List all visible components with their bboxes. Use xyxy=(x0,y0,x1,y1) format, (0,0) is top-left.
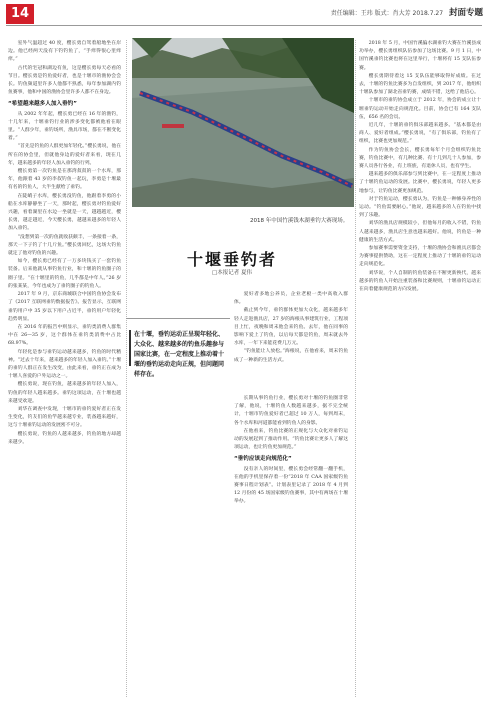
pullquote xyxy=(134,330,224,380)
page-number: 14 xyxy=(6,4,34,24)
pullquote-rule xyxy=(126,318,230,319)
paragraph: 没有亲人的时间里，樱长勇会经常翻一翻手机，在他的手机里保存着一份“2018 年 CAA 国家级钓鱼赛事日程计划表”。计划表里记录了 2018 年 4 月到 12 月份的 45 场国家级钓鱼赛事，其中有两场在十堰举办。 xyxy=(234,466,348,505)
fishing-contest-photo xyxy=(132,38,354,207)
paragraph: 在 2016 年的报告中则显示，垂钓类消费人群集中在 26—35 岁，这个群体在垂钓类消费中占比 68.97%。 xyxy=(8,324,121,347)
paragraph: 长期从事钓鱼行业，樱长勇对十堰的钓鱼圈非常了解，他说，十堰钓鱼人数越来越多，据不完全统计，十堰市钓鱼爱好者已超过 10 万人，每到周末，各个水库和河道都能看到钓鱼人的身影。 xyxy=(234,396,348,426)
paragraph: 在陡峭子水库，樱长勇没钓鱼，他跟着李勇的小船在水库静静坐了一天，那时起，樱长勇对钓鱼爱好兴趣，看着湖里在水边一坐就是一天，越越越近，樱长勇，越走越近，今天樱长勇，越越来越多的年轻人加入垂钓。 xyxy=(8,193,121,232)
paragraph: 刘华在调查中发现，十堰市的垂钓爱好者正在发生变化，钓友们的鱼竿越来越专业，装备越来越好，这与十堰垂钓运动的发展密不可分。 xyxy=(8,406,121,429)
paragraph: 如今，樱长勇已经有了一万多块钱买了一套钓鱼装备。后来他就从事钓鱼行业，和十堰的钓鱼圈子的圈子里。“在十堰里的钓鱼，几乎都是中年人。”26 岁的张某某，今年也成为了垂钓圈子的钓鱼人。 xyxy=(8,259,121,289)
paragraph: 作为钓鱼协会会长，樱长勇每年个月会组织钓鱼比赛，钓鱼比赛中，有几种比赛、有十几到几十人参加，参赛人员各行各业，有上班族，有退休人员，也有学生。 xyxy=(359,147,481,170)
photo-caption: 2018 年中国竹溪钱木湖垂钓大赛现场。 xyxy=(250,218,349,224)
paragraph: 樱长勇说，现在钓鱼，越来越多的年轻人加入，钓鱼的年轻人越来越多。垂钓这项运动，在十堰也越来越受欢迎。 xyxy=(8,382,121,404)
paragraph: 截止到今年，垂钓群体更加大众化，越来越多年轻人走进渔具店，27 岁的海根从事建筑行业，工程项目上忙，夜晚和周末他会来钓鱼。去年，他在同事的影响下爱上了钓鱼，以后每天都是钓鱼，周末就去外水库，一年下来能花费几万元。 xyxy=(234,308,348,347)
paragraph: 刘华说，个人自制的钓鱼装备在不断更新换代，越来越多的钓鱼人开始注重装备和比赛规则，十堰垂钓运动正在向着健康规范的方向发展。 xyxy=(359,270,481,293)
article-column-2 xyxy=(234,291,348,365)
paragraph: “没想到第一次的鱼就收获颇丰，一条接着一条，那天一下子钓了十几斤鱼。”樱长勇回忆，这场大钓鱼就定了他对钓鱼的兴趣。 xyxy=(8,234,121,257)
page-header xyxy=(255,6,483,20)
paragraph: 樱长勇第一次钓鱼是在那湾叔叔的一个水库，那年，他跟着 43 岁的李叔钓鱼一起玩，李勇是十堰最有名的钓鱼人，大半生献给了垂钓。 xyxy=(8,169,121,191)
paragraph: 刘华的渔具店规模较小，但他每月的收入不错，钓鱼人越来越多，渔具店生意也越来越好。他说，钓鱼是一种健康的生活方式。 xyxy=(359,221,481,243)
paragraph: 近几年，十堰的垂钓俱乐部越来越多。“基本都是由商人、爱好者组成。”樱长勇说，“有了俱乐部，钓鱼有了组织，比赛也更加规范。” xyxy=(359,123,481,145)
paragraph: 从 2002 年年起，樱长勇已经在 16 年的渔钓，十几年来，十堰垂钓行业的涉多变化都被他看在眼里。“人群少年，垂钓场所，渔具市场，都在不断变化着。” xyxy=(8,111,121,142)
pullquote-bar xyxy=(129,330,131,366)
paragraph: “钓鱼能让人放松。”海根说，在他看来，周末钓鱼成了一种新的生活方式。 xyxy=(234,349,348,363)
paragraph: 室外气温超过 40 度，樱长勇自驾着船地坐在岸边。他已经两天没有下钓钓鱼了，“手痒得很心里痒痒。” xyxy=(8,41,121,63)
subheading: “垂钓应该走向规范化” xyxy=(234,456,292,463)
paragraph: 在他看来，钓鱼比赛的正规化与大众化对垂钓运动的发展起到了推动作用。“钓鱼比赛让更多人了解这项运动，也让钓鱼更加规范。” xyxy=(234,428,348,451)
article-column-2-lower xyxy=(234,395,348,507)
editor-credits: 责任编辑：王玮 版式：肖大芳 2018.7.27 xyxy=(330,10,444,17)
paragraph: 参加赛事需要资金支持，十堰的渔协会和渔具店都会为赛事提供赞助，这在一定程度上推动了十堰的垂钓运动走向规范化。 xyxy=(359,246,481,268)
paragraph: 樱长勇说，钓鱼的人越来越多，钓鱼的地方却越来越少。 xyxy=(8,431,121,445)
paragraph: 爱好者多地公养员，企业老板一类中高收入群体。 xyxy=(234,292,348,306)
column-divider xyxy=(126,40,127,697)
article-column-3 xyxy=(359,40,481,294)
section-title: 封面专题 xyxy=(448,8,483,18)
paragraph: 2017 年 9 月，京东商城联合中国钓鱼协会发布了《2017 互联网垂钓数据报告》。报告显示，互联网垂钓用户中 35 岁以下用户占近半，垂钓用户年轻化趋势明显。 xyxy=(8,292,121,322)
subheading: “希望越来越多人加入垂钓” xyxy=(8,101,77,108)
header-rule xyxy=(6,25,482,26)
paragraph: 樱长勇期待着这 15 支队伍能够取得好成绩。在过去，十堰的钓鱼比赛多为自发组织，到 2017 年，他组织十堰队参加了湖北省垂钓赛，成绩不错，这给了他信心。 xyxy=(359,73,481,96)
article-column-1 xyxy=(8,40,121,447)
paragraph: 年轻化是参与垂钓运动越来越多，钓鱼的时代精神。“过去十年来，越来越多的年轻人加入垂钓。”十堰的垂钓人群正在发生改变，由此来看，垂钓正在成为十堰人喜爱的户外运动之一。 xyxy=(8,349,121,380)
article-byline: □本报记者 夏伟 xyxy=(212,270,252,276)
paragraph: 十堰市的垂钓协会成立于 2012 年，协会的成立让十堰垂钓运动开始走向规范化。目前，协会已有 164 支队伍，656 名的会员。 xyxy=(359,98,481,120)
article-headline: 十堰垂钓者 xyxy=(186,250,277,269)
paragraph: 古代的宅冠和湖边有鱼，这是樱长勇每天必看的节目。樱长勇是钓鱼爱好者，也是十堰市的渔协会会长。钓鱼频道里许多人他都不熟悉，每年参加湖内钓鱼赛事，他和中国的渔协会里许多人都不在身边。 xyxy=(8,65,121,96)
paragraph: 2018 年 5 月，中国竹溪偏水湖垂钓大赛在竹溪县成功举办，樱长勇组织队伍参加了这场比赛。9 月 1 日，中国竹溪垂钓比赛也将在这里举行，十堰将有 15 支队伍参赛。 xyxy=(359,41,481,71)
pullquote-text: 在十堰，垂钓运动正呈现年轻化、大众化、越来越多的钓鱼乐趣参与国家比赛，在一定程度上推动着十堰的垂钓运动走向正规，但问题同样存在。 xyxy=(134,331,225,378)
paragraph: “首先是钓鱼的人群更加年轻化。”樱长勇说，他在所在的协会里，但就他身边的爱好者来看，现在几年，越来越多的年轻人加入垂钓的行列。 xyxy=(8,144,121,166)
paragraph: 越来越多的俱乐部参与到比赛中，在一定程度上推动了十堰钓鱼运动的发展。比赛中，樱长勇说，年轻人更多地参与，让钓鱼比赛更加规范。 xyxy=(359,172,481,194)
column-divider xyxy=(355,40,356,697)
paragraph: 对于钓鱼运动，樱长勇认为，钓鱼是一种修身养性的运动。“钓鱼需要耐心。”他说，越来越多的人在钓鱼中找到了乐趣。 xyxy=(359,196,481,219)
